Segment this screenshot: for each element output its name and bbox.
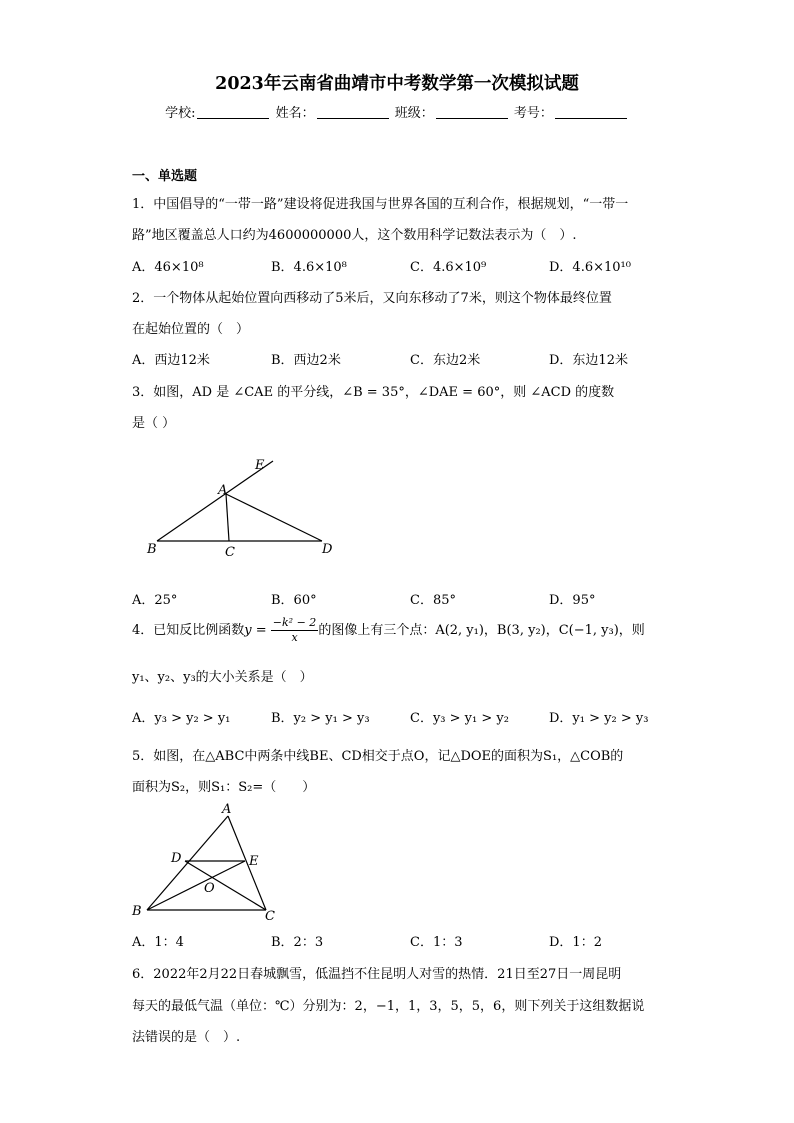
name-blank bbox=[317, 105, 389, 119]
q4-option-a: A．y₃ > y₂ > y₁ bbox=[132, 711, 231, 726]
q4-fraction bbox=[271, 616, 319, 645]
q2-line2: 在起始位置的（ ） bbox=[132, 322, 250, 337]
exam-no-blank bbox=[555, 105, 627, 119]
q2-option-a: A．西边12米 bbox=[132, 353, 210, 368]
q3-line2: 是（ ） bbox=[132, 416, 176, 431]
q4-line1 bbox=[132, 616, 645, 645]
q1-line2: 路”地区覆盖总人口约为4600000000人，这个数用科学记数法表示为（ ）. bbox=[132, 228, 577, 243]
q2-option-c: C．东边2米 bbox=[410, 353, 481, 368]
q3-label-c: C bbox=[225, 545, 235, 560]
q5-label-d: D bbox=[171, 851, 182, 866]
q4-option-c: C．y₃ > y₁ > y₂ bbox=[410, 711, 509, 726]
class-blank bbox=[436, 105, 508, 119]
q2-line1: 2．一个物体从起始位置向西移动了5米后，又向东移动了7米，则这个物体最终位置 bbox=[132, 291, 612, 306]
q3-label-e: E bbox=[255, 458, 265, 473]
q4-line2: y₁、y₂、y₃的大小关系是（ ） bbox=[132, 670, 313, 685]
q3-option-b: B．60° bbox=[271, 593, 317, 608]
q5-label-b: B bbox=[132, 904, 142, 919]
q3-line1: 3．如图，AD 是 ∠CAE 的平分线，∠B = 35°，∠DAE = 60°，则 ∠ACD 的度数 bbox=[132, 385, 615, 400]
q5-option-d: D．1：2 bbox=[549, 935, 602, 950]
student-info-line bbox=[0, 102, 794, 121]
q1-option-c: C．4.6×10⁹ bbox=[410, 260, 487, 275]
q3-line-ac bbox=[226, 494, 229, 541]
q4-option-d: D．y₁ > y₂ > y₃ bbox=[549, 711, 649, 726]
q3-label-a: A bbox=[218, 483, 228, 498]
q3-line-be bbox=[157, 461, 273, 541]
q3-option-c: C．85° bbox=[410, 593, 456, 608]
q1-option-d: D．4.6×10¹⁰ bbox=[549, 260, 631, 275]
q6-line1: 6．2022年2月22日春城飘雪，低温挡不住昆明人对雪的热情．21日至27日一周昆明 bbox=[132, 967, 622, 982]
q2-option-b: B．西边2米 bbox=[271, 353, 341, 368]
q5-label-c: C bbox=[265, 909, 275, 923]
q3-option-a: A．25° bbox=[132, 593, 178, 608]
q5-option-b: B．2：3 bbox=[271, 935, 324, 950]
q3-figure bbox=[140, 452, 350, 562]
q4-y-eq: y = bbox=[244, 623, 267, 638]
exam-no-label: 考号： bbox=[513, 106, 553, 121]
q3-option-d: D．95° bbox=[549, 593, 596, 608]
q3-label-b: B bbox=[147, 542, 157, 557]
q5-label-o: O bbox=[204, 881, 215, 896]
q1-line1: 1．中国倡导的“一带一路”建设将促进我国与世界各国的互利合作，根据规划，“一带一 bbox=[132, 197, 629, 212]
q5-label-a: A bbox=[222, 802, 232, 817]
q6-line3: 法错误的是（ ）. bbox=[132, 1030, 241, 1045]
class-label: 班级： bbox=[394, 106, 434, 121]
section-heading: 一、单选题 bbox=[132, 169, 198, 184]
q6-line2: 每天的最低气温（单位：℃）分别为：2，−1，1，3，5，5，6，则下列关于这组数据说 bbox=[132, 999, 645, 1014]
q5-option-a: A．1：4 bbox=[132, 935, 184, 950]
q5-option-c: C．1：3 bbox=[410, 935, 463, 950]
school-label: 学校: bbox=[165, 106, 196, 121]
q5-figure bbox=[128, 798, 288, 923]
q4-prefix: 4．已知反比例函数 bbox=[132, 623, 245, 638]
page-title: 2023年云南省曲靖市中考数学第一次模拟试题 bbox=[215, 74, 579, 94]
q5-line-ac bbox=[228, 816, 266, 910]
name-label: 姓名： bbox=[275, 106, 315, 121]
q4-denominator: x bbox=[291, 631, 298, 644]
q4-numerator: −k² − 2 bbox=[272, 616, 317, 629]
q3-label-d: D bbox=[322, 542, 333, 557]
q4-option-b: B．y₂ > y₁ > y₃ bbox=[271, 711, 370, 726]
q1-option-a: A．46×10⁸ bbox=[132, 260, 204, 275]
q2-option-d: D．东边12米 bbox=[549, 353, 628, 368]
school-blank bbox=[197, 105, 269, 119]
q5-line1: 5．如图，在△ABC中两条中线BE、CD相交于点O，记△DOE的面积为S₁，△COB的 bbox=[132, 749, 624, 764]
q5-line2: 面积为S₂，则S₁：S₂=（ ） bbox=[132, 780, 316, 795]
q4-suffix: 的图像上有三个点：A(2, y₁)，B(3, y₂)，C(−1, y₃)，则 bbox=[318, 623, 645, 638]
q3-line-ad bbox=[226, 494, 322, 541]
q5-label-e: E bbox=[249, 854, 259, 869]
q1-option-b: B．4.6×10⁸ bbox=[271, 260, 347, 275]
